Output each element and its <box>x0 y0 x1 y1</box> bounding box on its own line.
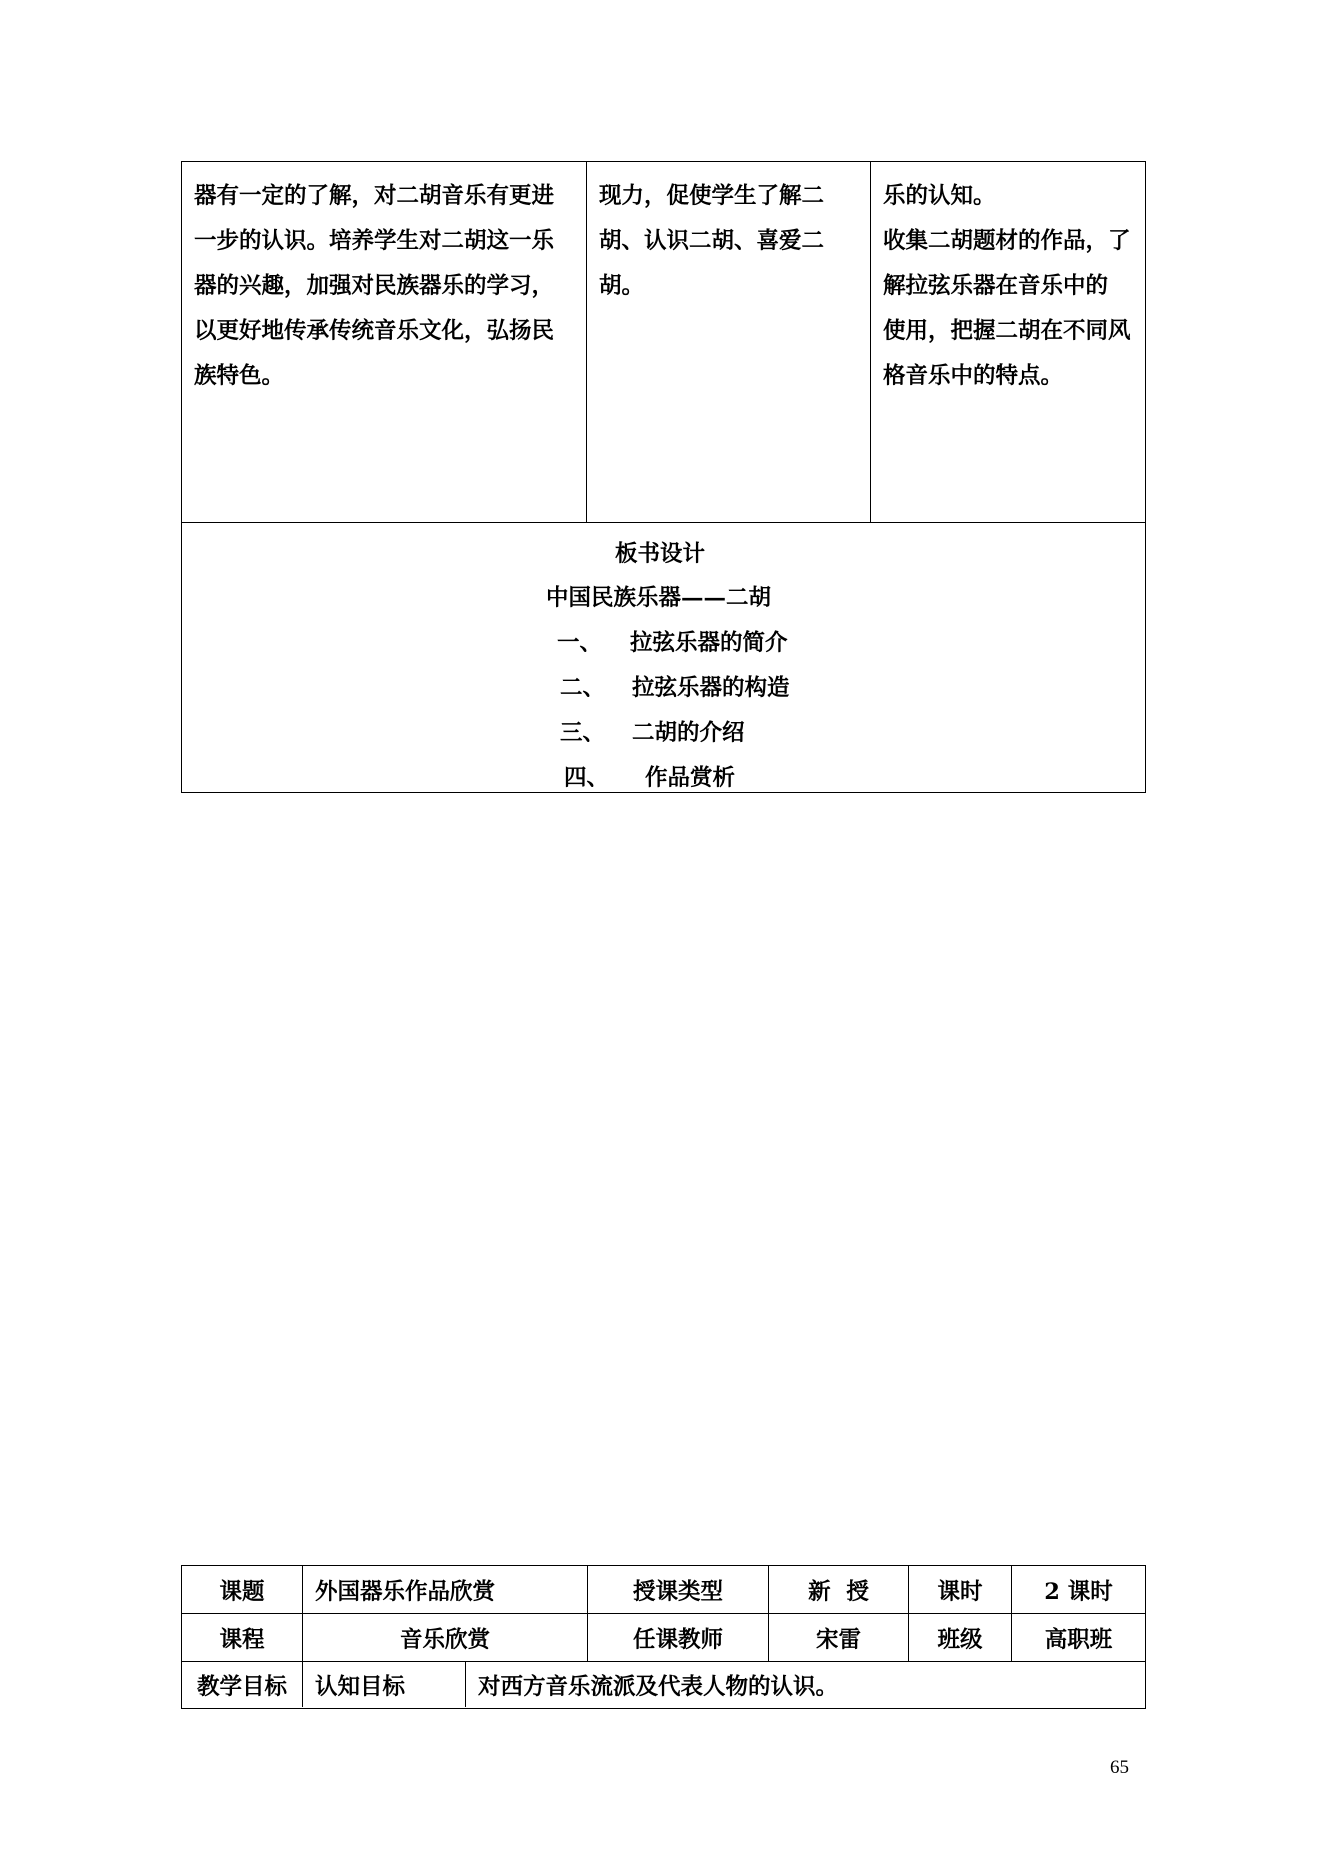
label-lesson-type: 授课类型 <box>587 1566 768 1613</box>
label-teaching-goal: 教学目标 <box>196 1673 287 1700</box>
objective-cell-1 <box>182 162 587 522</box>
label-teacher: 任课教师 <box>587 1614 768 1661</box>
board-design-cell <box>182 522 1145 792</box>
board-item-text: 二胡的介绍 <box>632 720 745 746</box>
text-line: 器有一定的了解，对二胡音乐有更进 <box>194 183 555 209</box>
value-hours: 2 课时 <box>1011 1566 1145 1613</box>
text-line: 乐的认知。 <box>883 183 996 209</box>
lesson-info-table <box>181 1565 1146 1709</box>
board-item-text: 作品赏析 <box>645 765 736 791</box>
board-item-number: 三、 <box>560 720 606 746</box>
board-item-number: 四、 <box>564 765 610 791</box>
text-line: 一步的认识。培养学生对二胡这一乐 <box>194 228 555 254</box>
text-line: 解拉弦乐器在音乐中的 <box>883 273 1109 299</box>
value-class: 高职班 <box>1011 1614 1145 1661</box>
objective-cell-2 <box>587 162 871 522</box>
text-line: 以更好地传承传统音乐文化，弘扬民 <box>194 318 555 344</box>
label-topic: 课题 <box>219 1578 265 1605</box>
board-item-number: 二、 <box>560 675 606 701</box>
table-row <box>182 1662 1145 1707</box>
text-line: 胡、认识二胡、喜爱二胡。 <box>599 228 825 299</box>
board-item-number: 一、 <box>557 630 603 656</box>
value-cognitive-goal: 对西方音乐流派及代表人物的认识。 <box>465 1662 1145 1707</box>
text-line: 收集二胡题材的作品，了 <box>883 228 1131 254</box>
board-design-heading: 板书设计 <box>615 541 706 567</box>
value-teacher: 宋雷 <box>768 1614 908 1661</box>
board-design-title: 中国民族乐器——二胡 <box>546 585 772 611</box>
objective-cell-3 <box>871 162 1145 522</box>
value-topic: 外国器乐作品欣赏 <box>302 1566 587 1613</box>
label-hours: 课时 <box>908 1566 1011 1613</box>
value-course: 音乐欣赏 <box>302 1614 587 1661</box>
table-row <box>182 1614 1145 1662</box>
text-line: 器的兴趣，加强对民族器乐的学习， <box>194 273 555 299</box>
value-lesson-type: 新 授 <box>768 1566 908 1613</box>
label-course: 课程 <box>219 1626 265 1653</box>
page-number: 65 <box>1110 1757 1129 1778</box>
objectives-row <box>182 162 1145 523</box>
text-line: 现力，促使学生了解二 <box>599 183 825 209</box>
text-line: 族特色。 <box>194 363 285 389</box>
lesson-table-continued <box>181 161 1146 793</box>
label-cognitive-goal: 认知目标 <box>302 1662 465 1707</box>
text-line: 使用，把握二胡在不同风 <box>883 318 1131 344</box>
board-item-text: 拉弦乐器的构造 <box>632 675 790 701</box>
board-item-text: 拉弦乐器的简介 <box>630 630 788 656</box>
label-class: 班级 <box>908 1614 1011 1661</box>
text-line: 格音乐中的特点。 <box>883 363 1064 389</box>
table-row <box>182 1566 1145 1614</box>
